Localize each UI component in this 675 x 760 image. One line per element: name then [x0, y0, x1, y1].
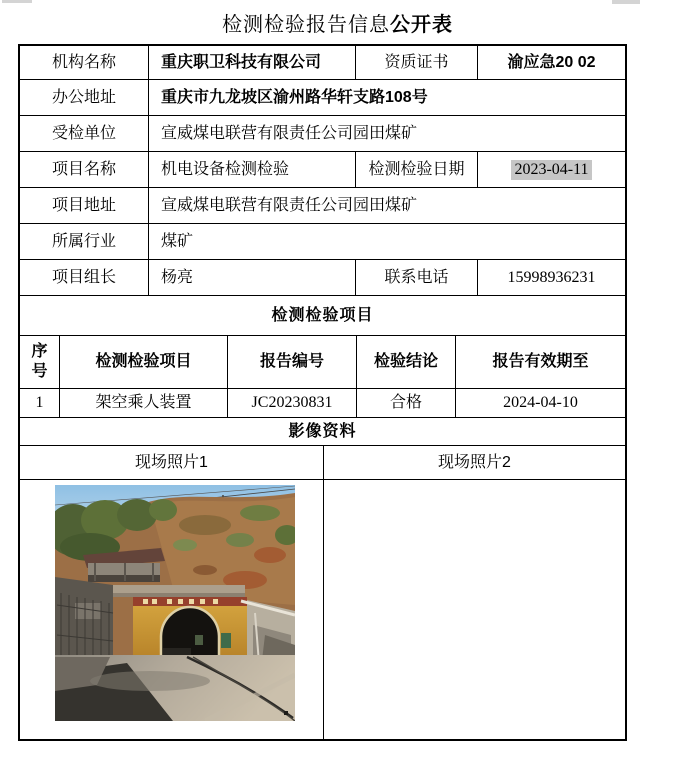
- col-header-valid-until: 报告有效期至: [492, 353, 589, 370]
- photo1-cell: [20, 480, 324, 739]
- office-address-value: 重庆市九龙坡区渝州路华轩支路108号: [161, 88, 428, 106]
- project-name-value: 机电设备检测检验: [149, 152, 356, 187]
- project-address-value: 宣威煤电联营有限责任公司园田煤矿: [161, 196, 418, 214]
- item-row: [20, 389, 625, 418]
- photo-labels-row: [20, 446, 625, 480]
- col-header-conclusion: 检验结论: [357, 336, 456, 388]
- scan-artifact-left: [2, 0, 32, 3]
- office-address-label: 办公地址: [20, 80, 149, 115]
- project-address-label: 项目地址: [20, 188, 149, 223]
- item-name: 架空乘人装置: [60, 389, 228, 417]
- table-row-inspected: [20, 116, 625, 152]
- items-header-row: [20, 336, 625, 389]
- org-name-label: 机构名称: [20, 46, 149, 79]
- item-conclusion: 合格: [357, 389, 456, 417]
- item-report-no: JC20230831: [228, 389, 357, 417]
- table-row-industry: [20, 224, 625, 260]
- inspection-date-label: 检测检验日期: [356, 152, 478, 187]
- col-header-report-no: 报告编号: [228, 336, 357, 388]
- industry-value: 煤矿: [161, 232, 194, 250]
- table-row-org: [20, 46, 625, 80]
- project-leader-label: 项目组长: [20, 260, 149, 295]
- items-banner-row: [20, 296, 625, 336]
- site-photo-1: [55, 485, 295, 721]
- table-row-office: [20, 80, 625, 116]
- cert-label: 资质证书: [356, 46, 478, 79]
- phone-label: 联系电话: [356, 260, 478, 295]
- phone-value: 15998936231: [507, 268, 596, 286]
- page-title: [0, 8, 675, 37]
- items-banner: 检测检验项目: [271, 306, 374, 324]
- table-row-leader: [20, 260, 625, 296]
- report-info-table: [18, 44, 627, 741]
- col-header-seq: 序号: [20, 336, 60, 388]
- page-title-bold: 公开表: [390, 14, 453, 36]
- industry-label: 所属行业: [20, 224, 149, 259]
- inspection-date-value: [478, 152, 625, 187]
- table-row-project: [20, 152, 625, 188]
- media-banner-row: [20, 418, 625, 446]
- project-leader-value: 杨亮: [149, 260, 356, 295]
- cert-value: 渝应急20 02: [507, 53, 596, 71]
- item-seq: 1: [20, 389, 60, 417]
- media-banner: 影像资料: [288, 422, 357, 440]
- photos-row: [20, 480, 625, 739]
- item-valid-until: 2024-04-10: [503, 394, 578, 411]
- inspection-date-highlight: 2023-04-11: [511, 160, 591, 180]
- page-title-regular: 检测检验报告信息: [222, 14, 390, 36]
- table-row-site: [20, 188, 625, 224]
- scan-artifact-right: [612, 0, 640, 4]
- photo1-label: 现场照片1: [20, 446, 324, 479]
- org-name-value: 重庆职卫科技有限公司: [149, 46, 356, 79]
- inspected-unit-label: 受检单位: [20, 116, 149, 151]
- photo2-label: 现场照片2: [438, 453, 511, 471]
- col-header-item: 检测检验项目: [60, 336, 228, 388]
- inspected-unit-value: 宣威煤电联营有限责任公司园田煤矿: [161, 124, 418, 142]
- project-name-label: 项目名称: [20, 152, 149, 187]
- photo2-cell: [324, 480, 625, 739]
